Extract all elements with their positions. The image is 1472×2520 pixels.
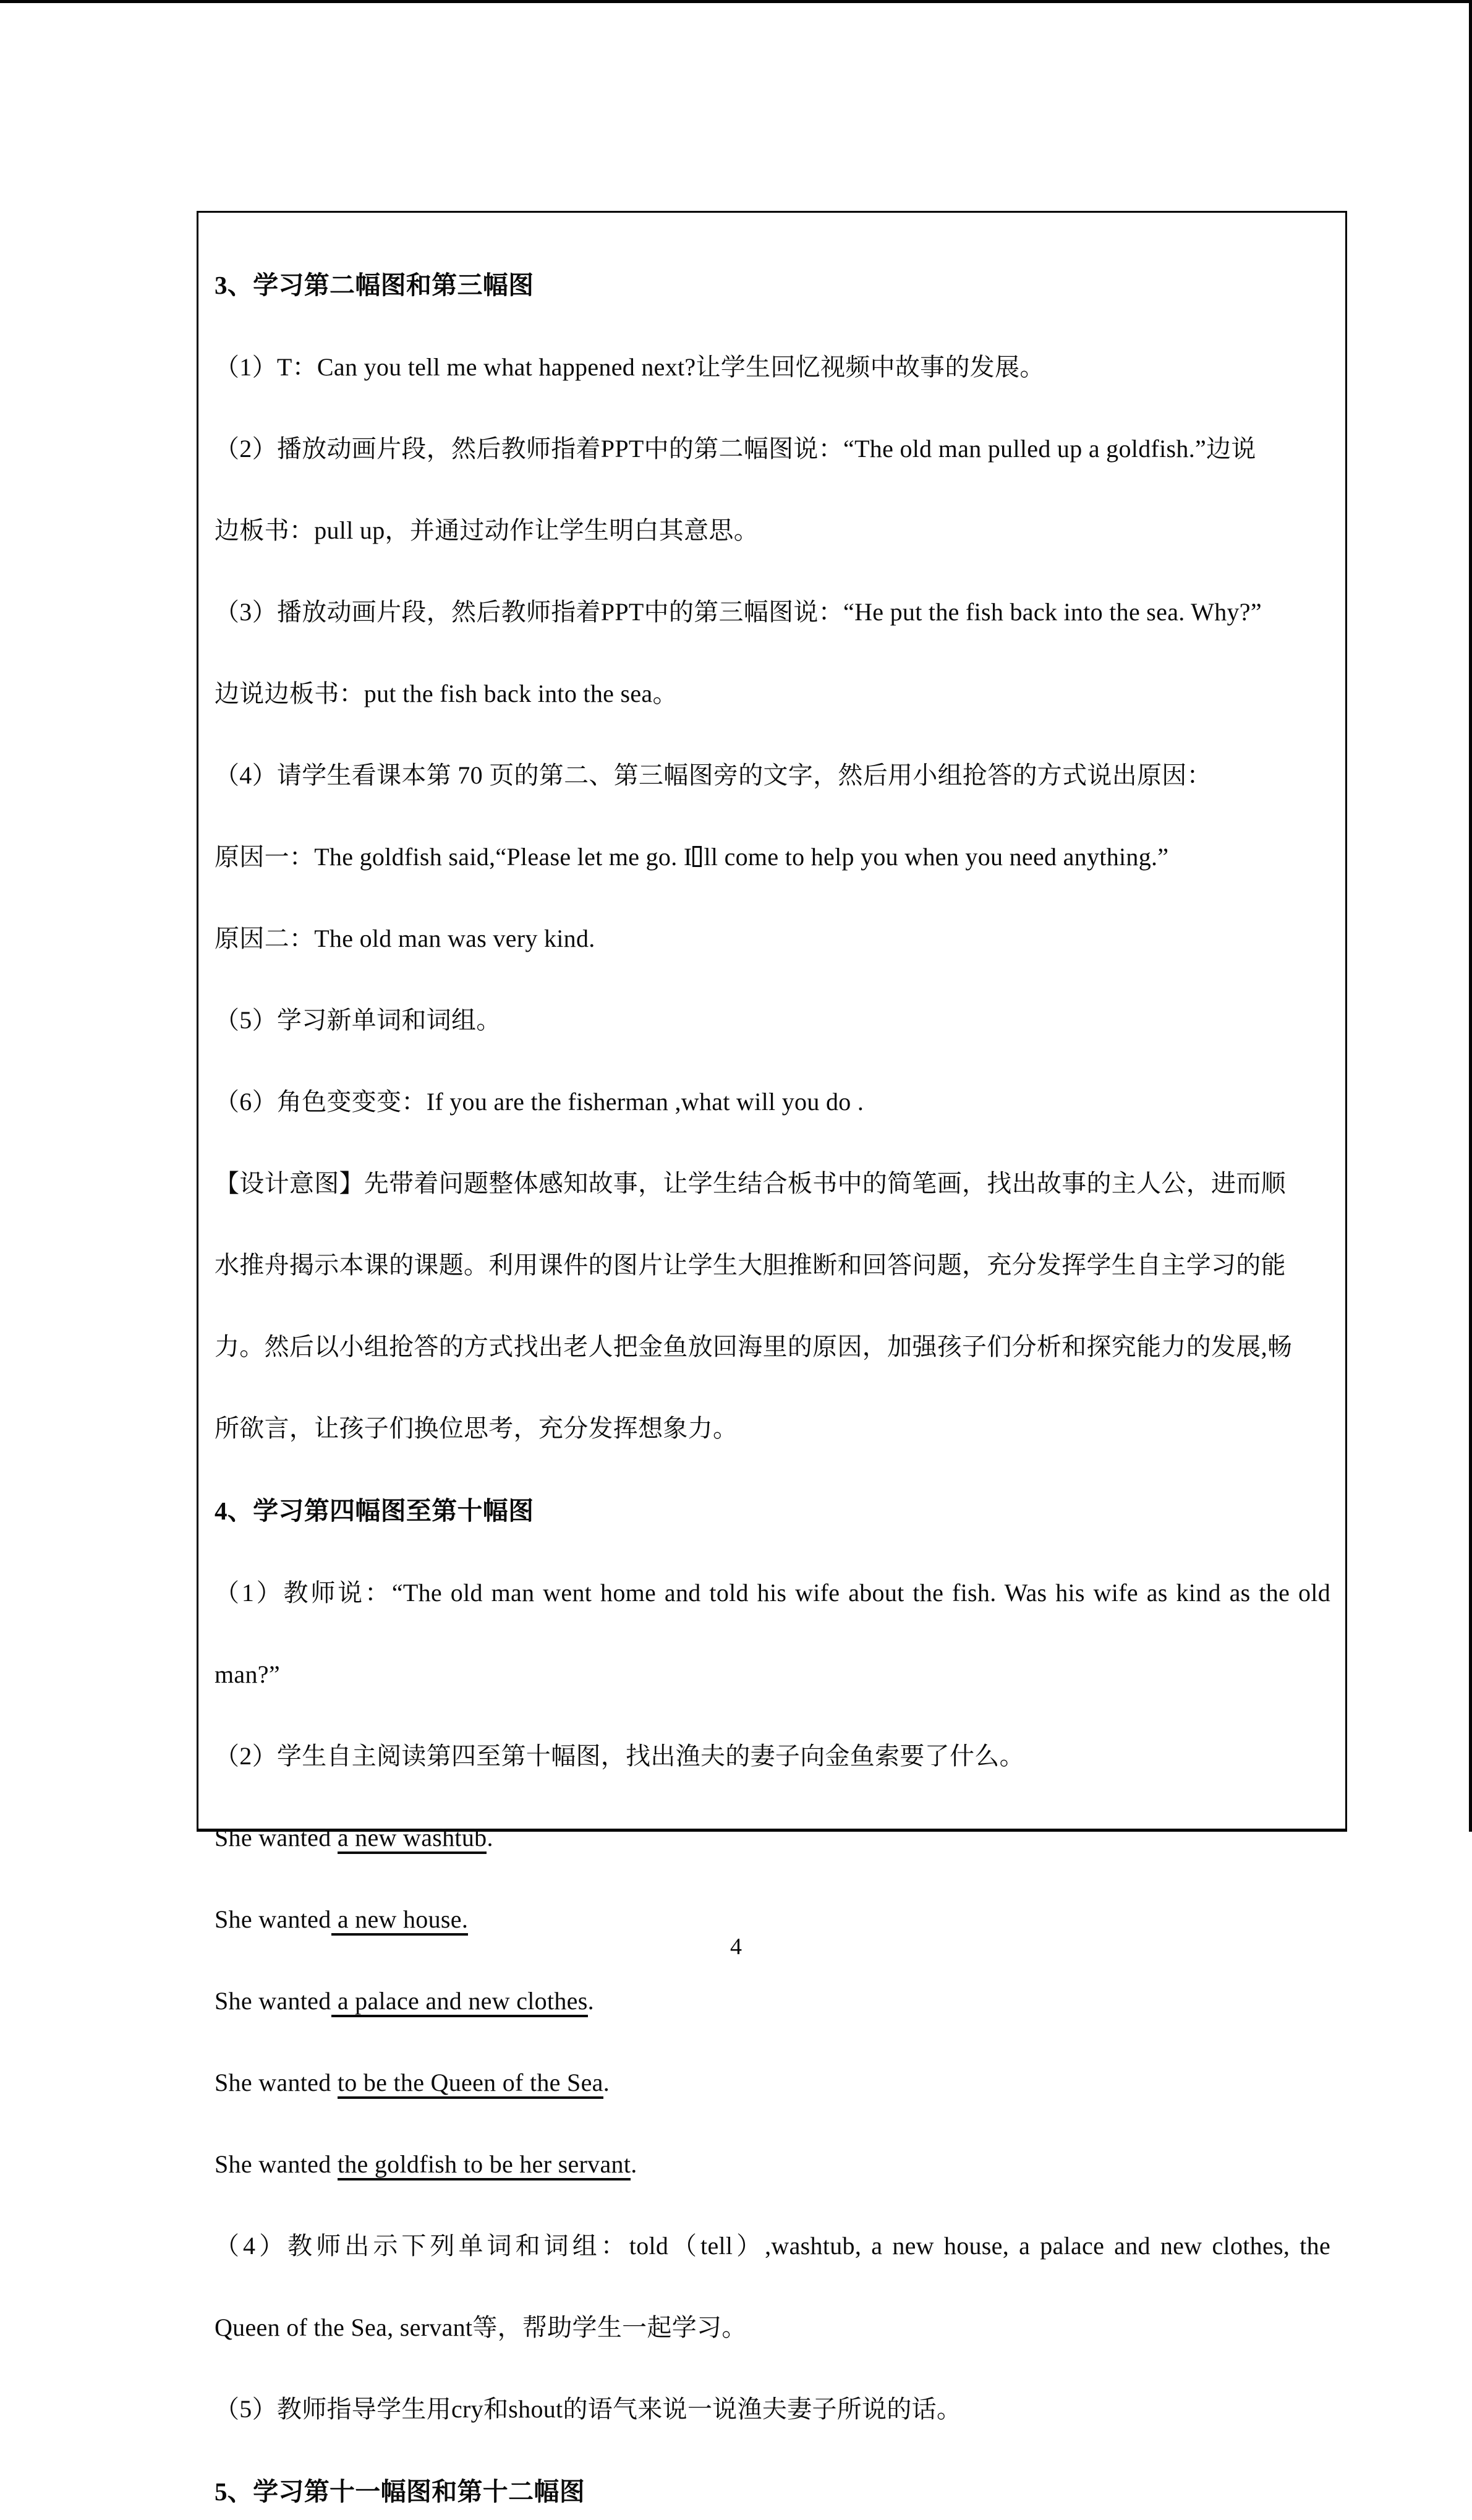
section-3-step-2-line-1: （2）播放动画片段，然后教师指着PPT中的第二幅图说：“The old man pulled up a goldfish.”边说 [215,435,1256,463]
section-4-step-4-line-1: （4）教师出示下列单词和词组：told（tell）,washtub, a new house, a palace and new clothes, the [215,2232,1330,2260]
scan-edge-right [1469,0,1472,1832]
she-wanted-1-underlined: a new washtub [338,1824,487,1854]
she-wanted-4-suffix: . [603,2069,610,2096]
section-5-heading: 5、学习第十一幅图和第十二幅图 [215,2477,585,2506]
lesson-plan-table-cell [197,211,1347,2506]
she-wanted-5-suffix: . [631,2150,637,2178]
she-wanted-line-4 [215,2054,1330,2111]
she-wanted-1-prefix: She wanted [215,1824,338,1852]
section-4-step-2: （2）学生自主阅读第四至第十幅图，找出渔夫的妻子向金鱼索要了什么。 [215,1742,1024,1770]
scan-edge-top [0,0,1472,3]
design-intent-line-3: 力。然后以小组抢答的方式找出老人把金鱼放回海里的原因，加强孩子们分析和探究能力的发展,畅 [215,1333,1293,1360]
section-3-step-5: （5）学习新单词和词组。 [215,1006,501,1034]
missing-glyph-box [692,846,702,867]
reason-1-text-end: ll come to help you when you need anything.” [704,843,1169,871]
section-3-heading: 3、学习第二幅图和第三幅图 [215,271,534,299]
she-wanted-line-5 [215,2136,1330,2193]
reason-1-text-start: 原因一：The goldfish said,“Please let me go. I [215,843,692,871]
she-wanted-line-3 [215,1973,1330,2030]
she-wanted-3-underlined: a palace and new clothes [331,1987,588,2017]
she-wanted-line-1 [215,1809,1330,1866]
section-4-heading: 4、学习第四幅图至第十幅图 [215,1497,534,1525]
she-wanted-3-suffix: . [587,1987,594,2015]
she-wanted-4-prefix: She wanted [215,2069,338,2096]
section-4-step-1-line-1: （1）教师说：“The old man went home and told his wife about the fish. Was his wife as kind as the old [215,1579,1330,1607]
section-4-step-1-line-2: man?” [215,1660,280,1688]
section-3-step-3-line-2: 边说边板书：put the fish back into the sea。 [215,680,678,707]
section-3-step-3-line-1: （3）播放动画片段，然后教师指着PPT中的第三幅图说：“He put the fish back into the sea. Why?” [215,598,1262,626]
section-3-step-2-line-2: 边板书：pull up，并通过动作让学生明白其意思。 [215,516,759,544]
she-wanted-3-prefix: She wanted [215,1987,331,2015]
section-3-step-4: （4）请学生看课本第 70 页的第二、第三幅图旁的文字，然后用小组抢答的方式说出原因： [215,761,1212,789]
reason-2: 原因二：The old man was very kind. [215,925,595,952]
section-3-step-1: （1）T：Can you tell me what happened next?让学生回忆视频中故事的发展。 [215,353,1045,381]
design-intent-line-1: 【设计意图】先带着问题整体感知故事，让学生结合板书中的简笔画，找出故事的主人公，进而顺 [215,1169,1286,1197]
section-4-step-4-line-2: Queen of the Sea, servant等，帮助学生一起学习。 [215,2313,747,2341]
she-wanted-2-prefix: She wanted [215,1905,331,1933]
reason-1 [215,829,1330,886]
design-intent-line-2: 水推舟揭示本课的课题。利用课件的图片让学生大胆推断和回答问题，充分发挥学生自主学习的能 [215,1251,1286,1279]
section-3-step-6: （6）角色变变变：If you are the fisherman ,what will you do . [215,1088,864,1116]
design-intent-line-4: 所欲言，让孩子们换位思考，充分发挥想象力。 [215,1414,738,1442]
page-number: 4 [730,1934,742,1960]
she-wanted-4-underlined: to be the Queen of the Sea [338,2069,603,2099]
section-4-step-5: （5）教师指导学生用cry和shout的语气来说一说渔夫妻子所说的话。 [215,2395,962,2423]
she-wanted-5-underlined: the goldfish to be her servant [338,2150,631,2180]
she-wanted-1-suffix: . [487,1824,493,1852]
she-wanted-2-underlined: a new house. [331,1905,469,1936]
she-wanted-5-prefix: She wanted [215,2150,338,2178]
